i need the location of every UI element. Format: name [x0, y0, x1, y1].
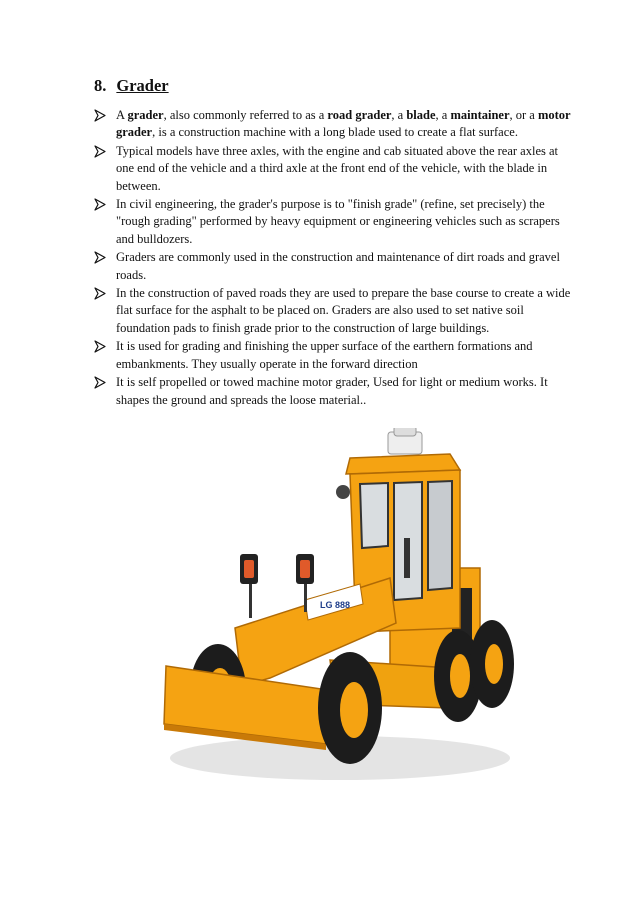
- bullet-text: It is self propelled or towed machine motor grader, Used for light or medium works. It shapes the ground and spreads the loose material..: [116, 375, 548, 407]
- bullet-text: Graders are commonly used in the construction and maintenance of dirt roads and gravel roads.: [116, 250, 560, 282]
- bullet-list: [94, 107, 574, 410]
- bullet-text: It is used for grading and finishing the upper surface of the earthern formations and embankments. They usually operate in the forward direction: [116, 339, 533, 371]
- bullet-text: , a: [435, 108, 451, 122]
- bullet-text: In the construction of paved roads they are used to prepare the base course to create a wide flat surface for the asphalt to be placed on. Graders are also used to set native soil foundation pads to finish grade prior to the construction of large buildings.: [116, 286, 571, 335]
- bullet-item: [94, 374, 574, 409]
- bullet-item: [94, 196, 574, 248]
- bullet-text: , is a construction machine with a long blade used to create a flat surface.: [152, 125, 518, 140]
- bullet-text: , also commonly referred to as a: [163, 108, 328, 122]
- bold-term: maintainer: [450, 108, 510, 122]
- bullet-item: [94, 285, 574, 337]
- bullet-item: [94, 338, 574, 373]
- section-number: 8.: [94, 76, 107, 95]
- steering-column: [404, 538, 410, 578]
- section-heading: [94, 76, 169, 96]
- headlight-left-lens: [244, 560, 254, 578]
- bold-term: grader: [127, 108, 164, 122]
- front-wheel-front-hub: [340, 682, 368, 738]
- arrowhead-bullet-icon: [94, 145, 106, 158]
- arrowhead-bullet-icon: [94, 198, 106, 211]
- bold-term: motor grader: [116, 108, 571, 140]
- bullet-text: In civil engineering, the grader's purpose is to "finish grade" (refine, set precisely) the "rough grading" performed by heavy equipment or engineering vehicles such as scrapers and bulldozers.: [116, 197, 560, 246]
- bullet-text: A: [116, 108, 128, 122]
- cab-window-left: [360, 483, 388, 548]
- bullet-text: , a: [391, 108, 407, 122]
- side-mirror: [336, 485, 350, 499]
- rear-wheel-2-hub: [485, 644, 503, 684]
- section-title: Grader: [116, 76, 169, 95]
- motor-grader-illustration: [160, 428, 530, 798]
- rear-wheel-1-hub: [450, 654, 470, 698]
- cab-window-right: [428, 481, 452, 590]
- arrowhead-bullet-icon: [94, 340, 106, 353]
- frame-logo-text: LG 888: [320, 600, 351, 610]
- bullet-text: Typical models have three axles, with the engine and cab situated above the rear axles at one end of the vehicle and a third axle at the front end of the vehicle, with the blade in between.: [116, 143, 559, 193]
- headlight-right-lens: [300, 560, 310, 578]
- bold-term: blade: [406, 108, 436, 122]
- bullet-item: [94, 107, 574, 142]
- arrowhead-bullet-icon: [94, 376, 106, 389]
- bold-term: road grader: [327, 108, 392, 122]
- arrowhead-bullet-icon: [94, 287, 106, 300]
- bullet-text: , or a: [509, 108, 538, 122]
- bullet-item: [94, 143, 574, 195]
- bullet-item: [94, 249, 574, 284]
- beacon-cap: [394, 428, 416, 436]
- arrowhead-bullet-icon: [94, 109, 106, 122]
- arrowhead-bullet-icon: [94, 251, 106, 264]
